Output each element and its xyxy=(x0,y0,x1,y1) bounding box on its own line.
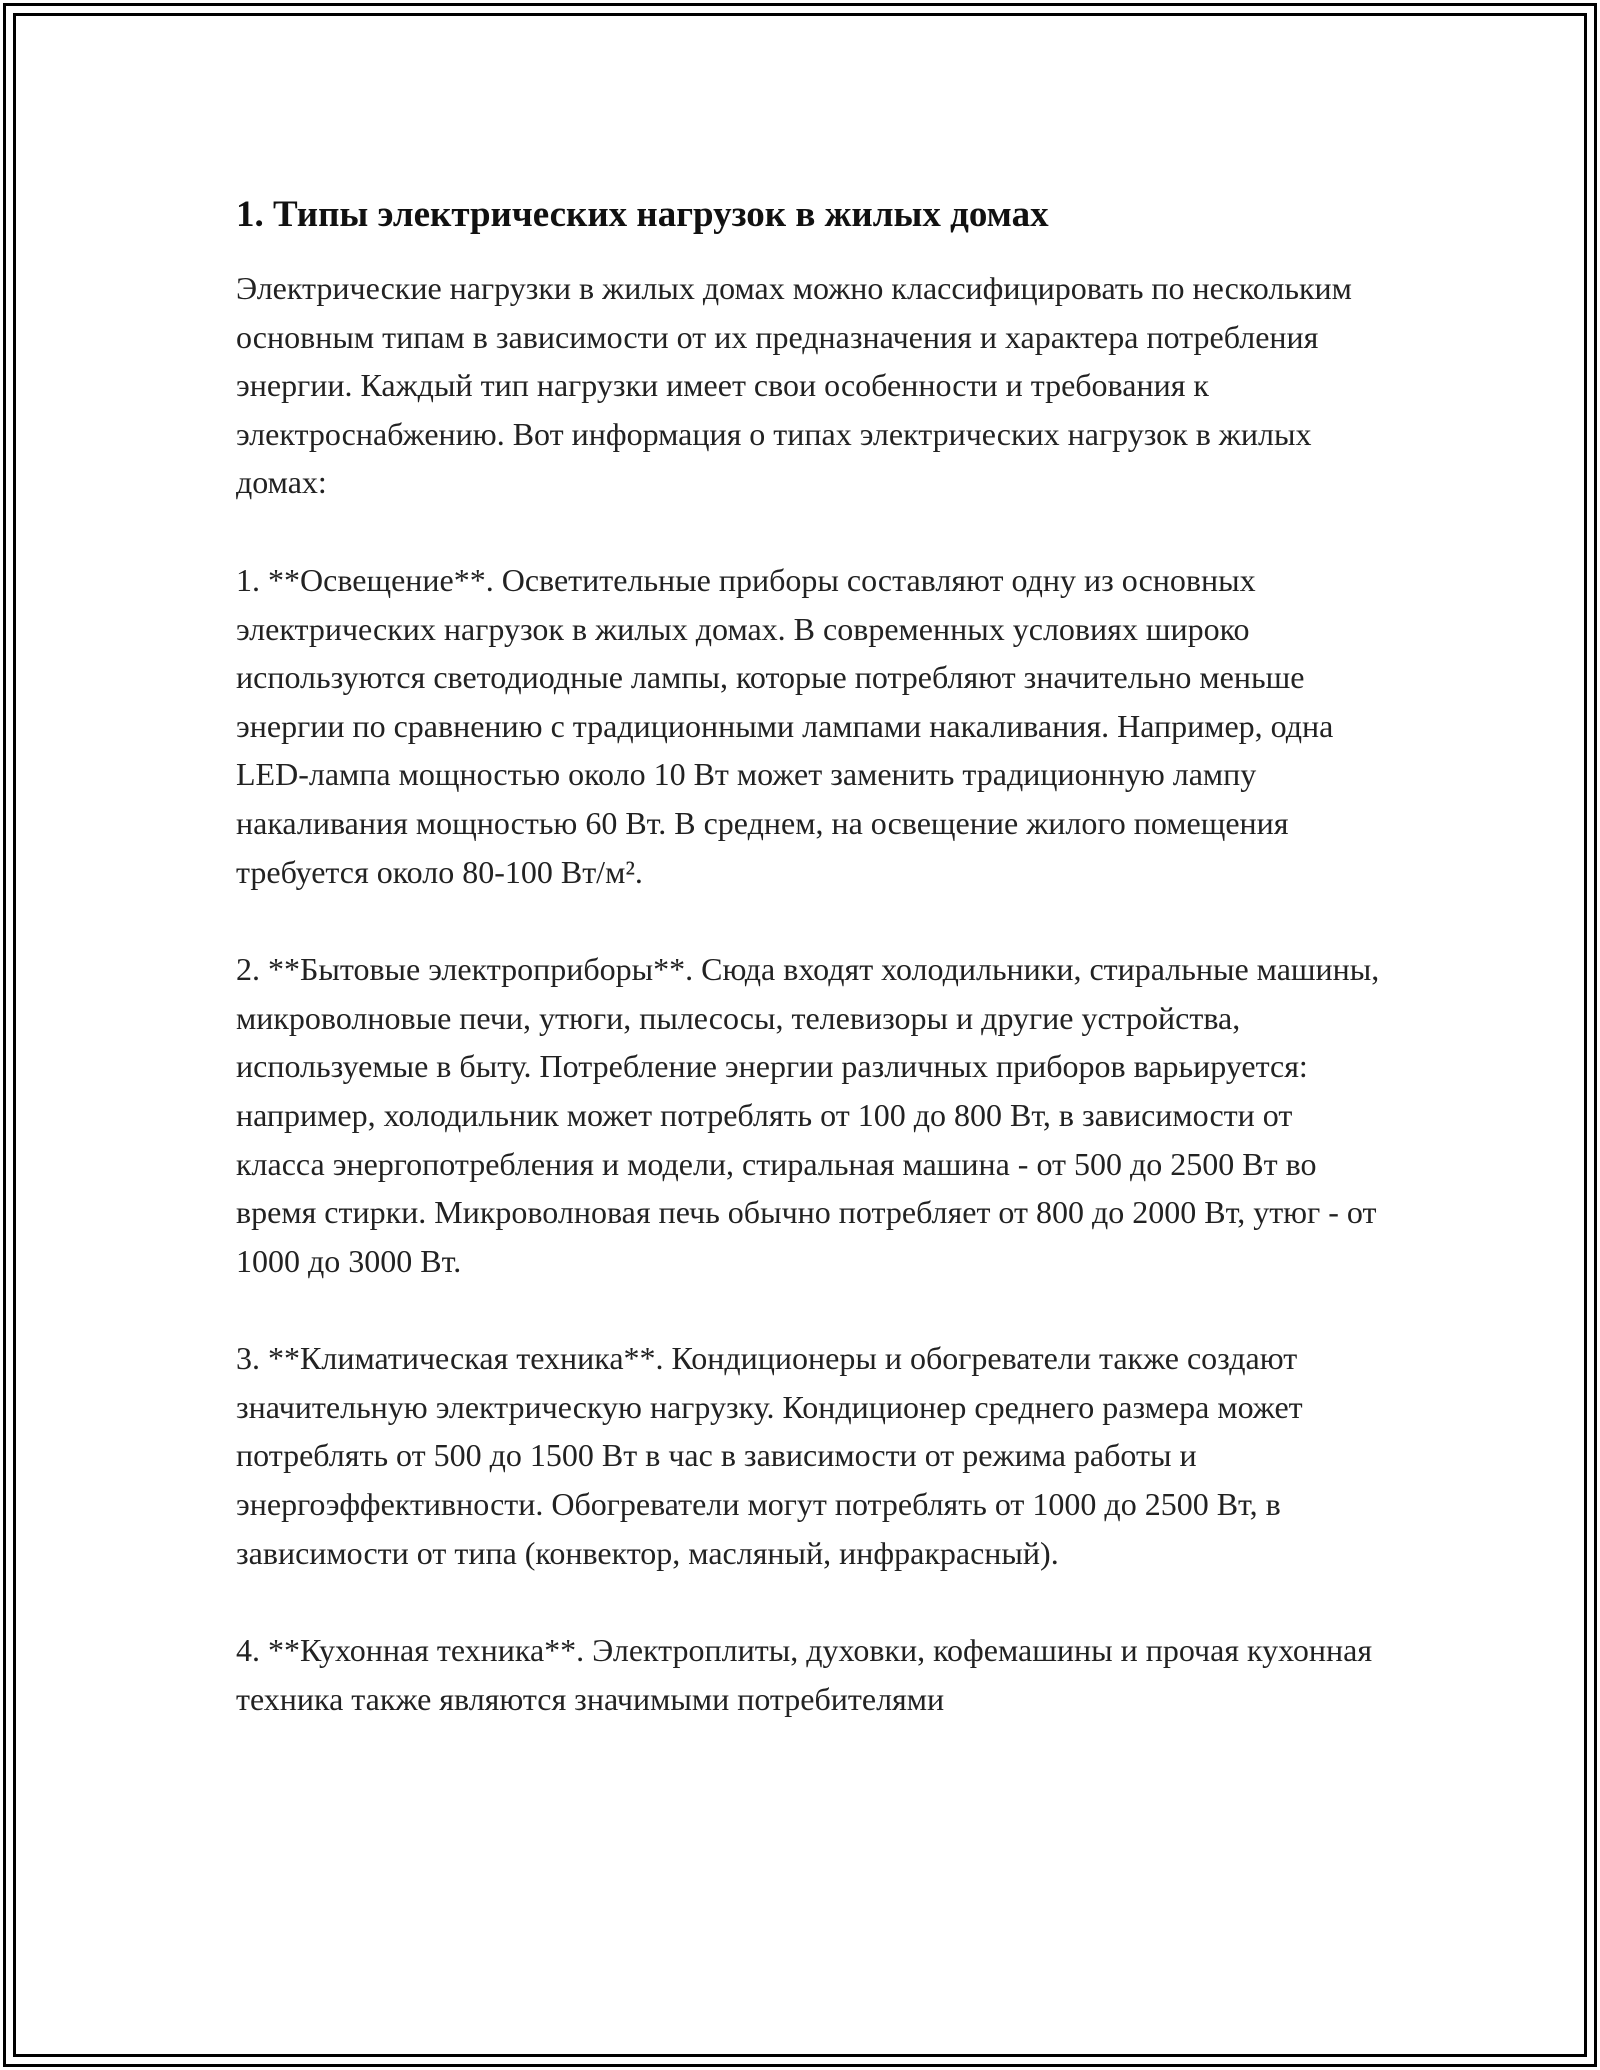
paragraph-kitchen-equipment: 4. **Кухонная техника**. Электроплиты, духовки, кофемашины и прочая кухонная техника также являются значимыми потребителями xyxy=(236,1632,1373,1717)
document-page xyxy=(236,186,1386,1772)
intro-paragraph: Электрические нагрузки в жилых домах можно классифицировать по нескольким основным типам в зависимости от их предназначения и характера потребления энергии. Каждый тип нагрузки имеет свои особенности и требования к электроснабжению. Вот информация о типах электрических нагрузок в жилых домах: xyxy=(236,270,1352,501)
paragraph-climate-equipment: 3. **Климатическая техника**. Кондиционеры и обогреватели также создают значительную электрическую нагрузку. Кондиционер среднего размера может потреблять от 500 до 1500 Вт в час в зависимости от режима работы и энергоэффективности. Обогреватели могут потреблять от 1000 до 2500 Вт, в зависимости от типа (конвектор, масляный, инфракрасный). xyxy=(236,1340,1303,1571)
paragraph-lighting: 1. **Освещение**. Осветительные приборы составляют одну из основных электрических нагрузок в жилых домах. В современных условиях широко используются светодиодные лампы, которые потребляют значительно меньше энергии по сравнению с традиционными лампами накаливания. Например, одна LED-лампа мощностью около 10 Вт может заменить традиционную лампу накаливания мощностью 60 Вт. В среднем, на освещение жилого помещения требуется около 80-100 Вт/м². xyxy=(236,561,1334,890)
section-heading: 1. Типы электрических нагрузок в жилых домах xyxy=(236,194,1049,235)
paragraph-household-appliances: 2. **Бытовые электроприборы**. Сюда входят холодильники, стиральные машины, микроволновые печи, утюги, пылесосы, телевизоры и другие устройства, используемые в быту. Потребление энергии различных приборов варьируется: например, холодильник может потреблять от 100 до 800 Вт, в зависимости от класса энергопотребления и модели, стиральная машина - от 500 до 2500 Вт во время стирки. Микроволновая печь обычно потребляет от 800 до 2000 Вт, утюг - от 1000 до 3000 Вт. xyxy=(236,951,1380,1279)
